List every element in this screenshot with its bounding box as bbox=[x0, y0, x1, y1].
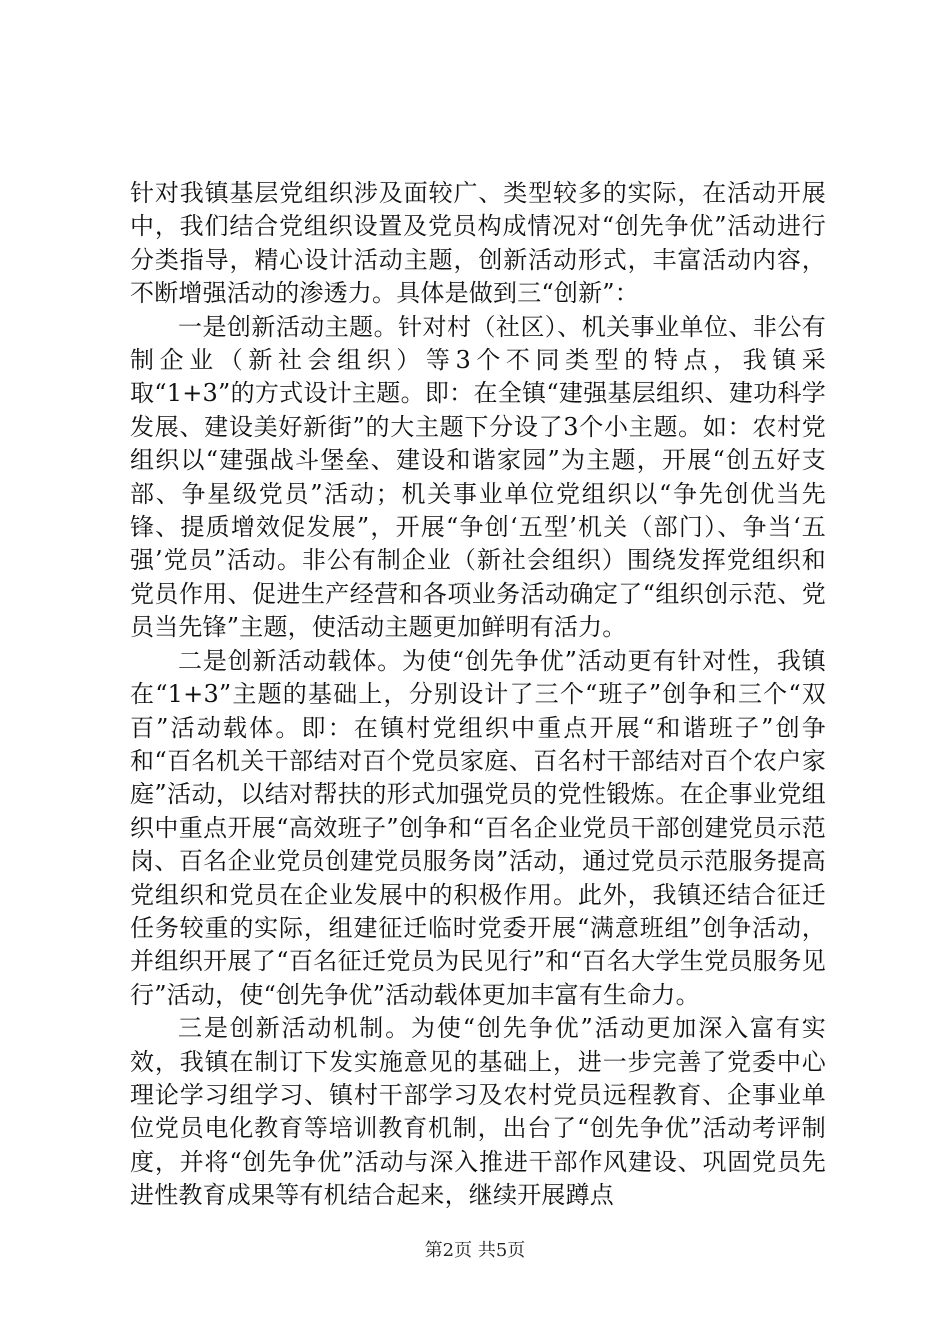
document-body bbox=[130, 177, 826, 1213]
paragraph-innovation-carrier: 二是创新活动载体。为使“创先争优”活动更有针对性，我镇在“1+3”主题的基础上，分别设计了三个“班子”创争和三个“双百”活动载体。即：在镇村党组织中重点开展“和谐班子”创争和“百名机关干部结对百个党员家庭、百名村干部结对百个农户家庭”活动，以结对帮扶的形式加强党员的党性锻炼。在企事业党组织中重点开展“高效班子”创争和“百名企业党员干部创建党员示范岗、百名企业党员创建党员服务岗”活动，通过党员示范服务提高党组织和党员在企业发展中的积极作用。此外，我镇还结合征迁任务较重的实际，组建征迁临时党委开展“满意班组”创争活动，并组织开展了“百名征迁党员为民见行”和“百名大学生党员服务见行”活动，使“创先争优”活动载体更加丰富有生命力。 bbox=[130, 646, 826, 1009]
page-number-footer: 第2页 共5页 bbox=[424, 1240, 526, 1261]
paragraph-intro: 针对我镇基层党组织涉及面较广、类型较多的实际，在活动开展中，我们结合党组织设置及党员构成情况对“创先争优”活动进行分类指导，精心设计活动主题，创新活动形式，丰富活动内容，不断增强活动的渗透力。具体是做到三“创新”： bbox=[130, 179, 826, 308]
paragraph-innovation-theme: 一是创新活动主题。针对村（社区）、机关事业单位、非公有制企业（新社会组织）等3个不同类型的特点，我镇采取“1+3”的方式设计主题。即：在全镇“建强基层组织、建功科学发展、建设美好新街”的大主题下分设了3个小主题。如：农村党组织以“建强战斗堡垒、建设和谐家园”为主题，开展“创五好支部、争星级党员”活动；机关事业单位党组织以“争先创优当先锋、提质增效促发展”，开展“争创‘五型’机关（部门）、争当‘五强’党员”活动。非公有制企业（新社会组织）围绕发挥党组织和党员作用、促进生产经营和各项业务活动确定了“组织创示范、党员当先锋”主题，使活动主题更加鲜明有活力。 bbox=[130, 312, 826, 642]
paragraph-innovation-mechanism: 三是创新活动机制。为使“创先争优”活动更加深入富有实效，我镇在制订下发实施意见的基础上，进一步完善了党委中心理论学习组学习、镇村干部学习及农村党员远程教育、企事业单位党员电化教育等培训教育机制，出台了“创先争优”活动考评制度，并将“创先争优”活动与深入推进干部作风建设、巩固党员先进性教育成果等有机结合起来，继续开展蹲点 bbox=[130, 1014, 826, 1210]
